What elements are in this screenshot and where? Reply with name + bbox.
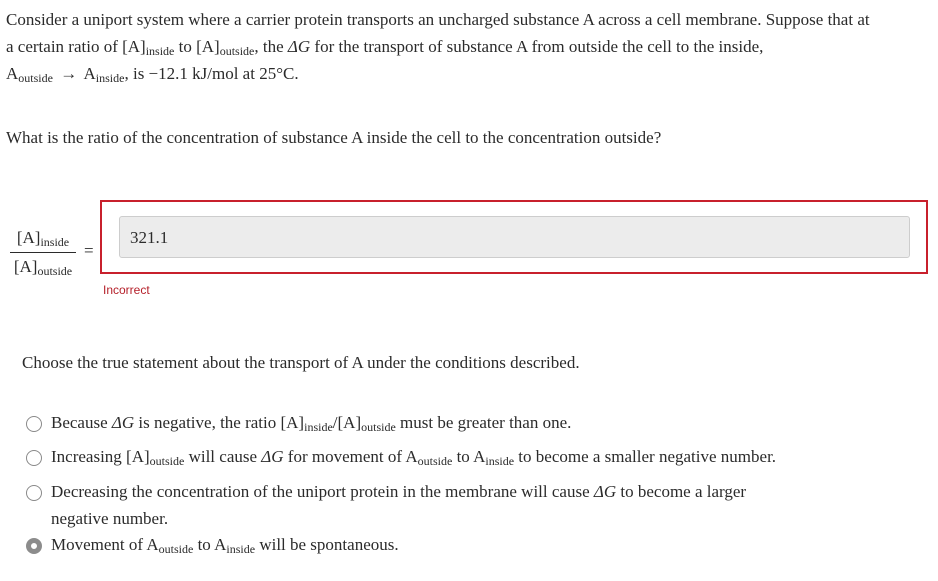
option-2-label[interactable] <box>51 447 776 469</box>
subscript: outside <box>158 542 194 556</box>
option-text: is negative, the ratio [A] <box>134 413 305 432</box>
subscript: inside <box>304 420 333 434</box>
mc-question: Choose the true statement about the transport of A under the conditions described. <box>22 353 580 372</box>
option-text: will cause <box>184 447 262 466</box>
delta-g-symbol: ΔG <box>111 413 135 432</box>
ratio-question: What is the ratio of the concentration of substance A inside the cell to the concentration outside? <box>6 128 662 147</box>
subscript: outside <box>219 44 255 58</box>
delta-g-symbol: ΔG <box>593 482 617 501</box>
option-4-label[interactable] <box>51 535 399 557</box>
subscript: outside <box>37 264 73 278</box>
delta-g-symbol: ΔG <box>287 37 311 56</box>
question-text: , the <box>254 37 288 56</box>
fraction-text: [A] <box>13 257 38 276</box>
question-text: A <box>80 64 96 83</box>
option-text: to A <box>193 535 227 554</box>
question-text: for the transport of substance A from outside the cell to the inside, <box>310 37 764 56</box>
question-text: A <box>6 64 19 83</box>
option-text: to become a smaller negative number. <box>514 447 777 466</box>
subscript: outside <box>417 454 453 468</box>
subscript: inside <box>485 454 515 468</box>
option-text: must be greater than one. <box>395 413 572 432</box>
option-3-label[interactable] <box>51 482 746 502</box>
fraction-numerator <box>10 228 76 253</box>
subscript: inside <box>40 235 70 249</box>
fraction-denominator <box>10 253 76 279</box>
ratio-fraction <box>10 228 76 279</box>
radio-option-1[interactable] <box>26 416 42 432</box>
radio-option-4-selected[interactable] <box>26 538 42 554</box>
option-3-label-line-2[interactable]: negative number. <box>51 509 169 528</box>
option-1-label[interactable] <box>51 413 571 435</box>
subscript: outside <box>149 454 185 468</box>
delta-g-symbol: ΔG <box>261 447 284 466</box>
arrow-icon: → <box>60 64 78 83</box>
feedback-incorrect: Incorrect <box>103 283 150 297</box>
option-text: Because <box>51 413 112 432</box>
option-text: will be spontaneous. <box>255 535 399 554</box>
question-text: Consider a uniport system where a carrier protein transports an uncharged substance A across a cell membrane. Suppose that at <box>6 10 870 29</box>
option-text: /[A] <box>332 413 362 432</box>
question-text: , is −12.1 kJ/mol at 25°C. <box>124 64 299 83</box>
answer-input[interactable]: 321.1 <box>119 216 910 258</box>
question-line-3 <box>6 64 299 86</box>
option-text: for movement of A <box>283 447 418 466</box>
option-text: to A <box>452 447 486 466</box>
option-text: Decreasing the concentration of the uniport protein in the membrane will cause <box>51 482 594 501</box>
equals-sign: = <box>84 241 94 260</box>
subscript: outside <box>361 420 396 434</box>
question-text: a certain ratio of [A] <box>6 37 146 56</box>
option-text: Movement of A <box>51 535 159 554</box>
option-text: Increasing [A] <box>51 447 150 466</box>
question-line-1 <box>6 10 870 30</box>
subscript: inside <box>95 71 125 85</box>
question-line-2 <box>6 37 763 59</box>
fraction-text: [A] <box>16 228 41 247</box>
option-text: to become a larger <box>616 482 747 501</box>
subscript: inside <box>226 542 256 556</box>
subscript: inside <box>145 44 175 58</box>
subscript: outside <box>18 71 53 85</box>
radio-option-3[interactable] <box>26 485 42 501</box>
radio-option-2[interactable] <box>26 450 42 466</box>
question-text: to [A] <box>174 37 220 56</box>
